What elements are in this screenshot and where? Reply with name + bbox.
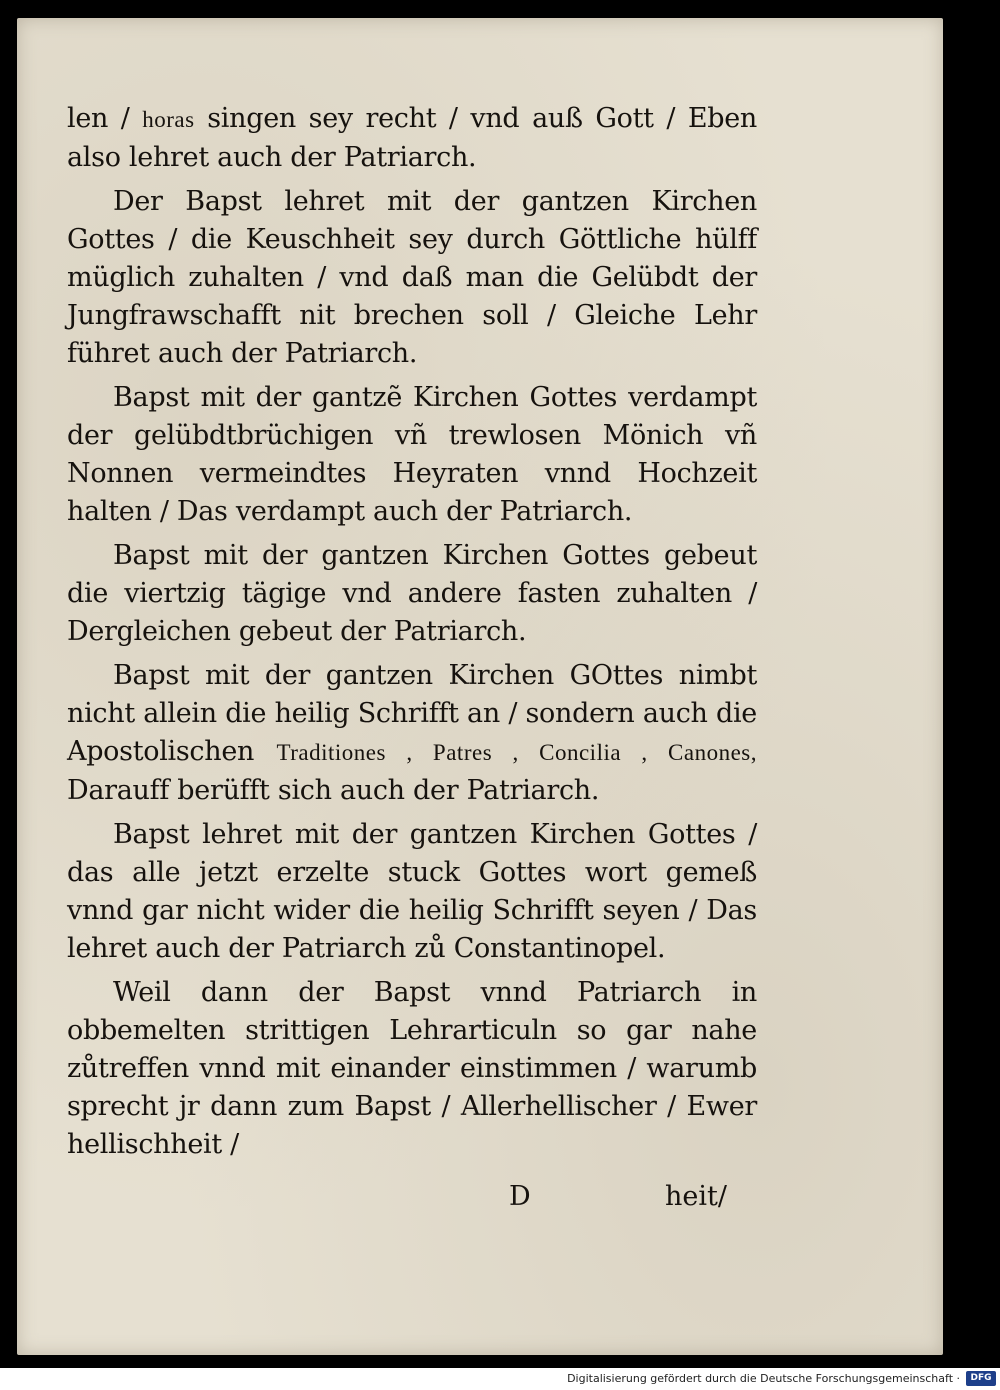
paragraph-vows [67,379,757,531]
paragraph-scripture [67,816,757,968]
text-run: singen sey recht / vnd auß Gott / Eben also lehret auch der Patriarch. [67,103,758,173]
text-run: Bapst mit der gantzen Kirchen GOttes nimbt nicht allein die heilig Schrifft an / sondern auch die Apostolischen [67,660,757,767]
paragraph-fasting [67,537,757,651]
text-run: Der Bapst lehret mit der gantzen Kirchen Gottes / die Keuschheit sey durch Göttliche hülff müglich zuhalten / vnd daß man die Gelübdt der Jungfrawschafft nit brechen soll / Gleiche Lehr führet auch der Patriarch. [67,186,757,369]
page-text [67,100,757,1164]
text-run: Weil dann der Bapst vnnd Patriarch in obbemelten strittigen Lehrarticuln so gar nahe zůtreffen vnnd mit einander einstimmen / warumb sprecht jr dann zum Bapst / Allerhellischer / Ewer hellischheit / [67,977,757,1160]
funding-credit: Digitalisierung gefördert durch die Deutsche Forschungsgemeinschaft · [567,1372,960,1385]
paragraph-conclusion [67,974,757,1164]
dfg-logo: DFG [966,1371,996,1386]
text-run: Bapst lehret mit der gantzen Kirchen Gottes / das alle jetzt erzelte stuck Gottes wort gemeß vnnd gar nicht wider die heilig Schrifft seyen / Das lehret auch der Patriarch zů Constantinopel. [67,819,757,964]
text-run: len / [67,103,143,134]
latin-term: Traditiones , Patres , Concilia , Canones, [276,740,757,765]
signature-mark: D [509,1181,531,1212]
book-page [17,18,943,1355]
paragraph-chastity [67,183,757,373]
paragraph-traditions [67,657,757,810]
catchword: heit/ [665,1181,727,1212]
latin-term: horas [142,107,195,132]
text-run: Bapst mit der gantzen Kirchen Gottes gebeut die viertzig tägige vnd andere fasten zuhalten / Dergleichen gebeut der Patriarch. [67,540,757,647]
text-run: Darauff berüfft sich auch der Patriarch. [67,775,600,806]
footer-bar [0,1368,1000,1390]
paragraph-continuation [67,100,757,177]
text-run: Bapst mit der gantzẽ Kirchen Gottes verdampt der gelübdtbrüchigen vñ trewlosen Mönich vñ Nonnen vermeindtes Heyraten vnnd Hochzeit halten / Das verdampt auch der Patriarch. [67,382,757,527]
